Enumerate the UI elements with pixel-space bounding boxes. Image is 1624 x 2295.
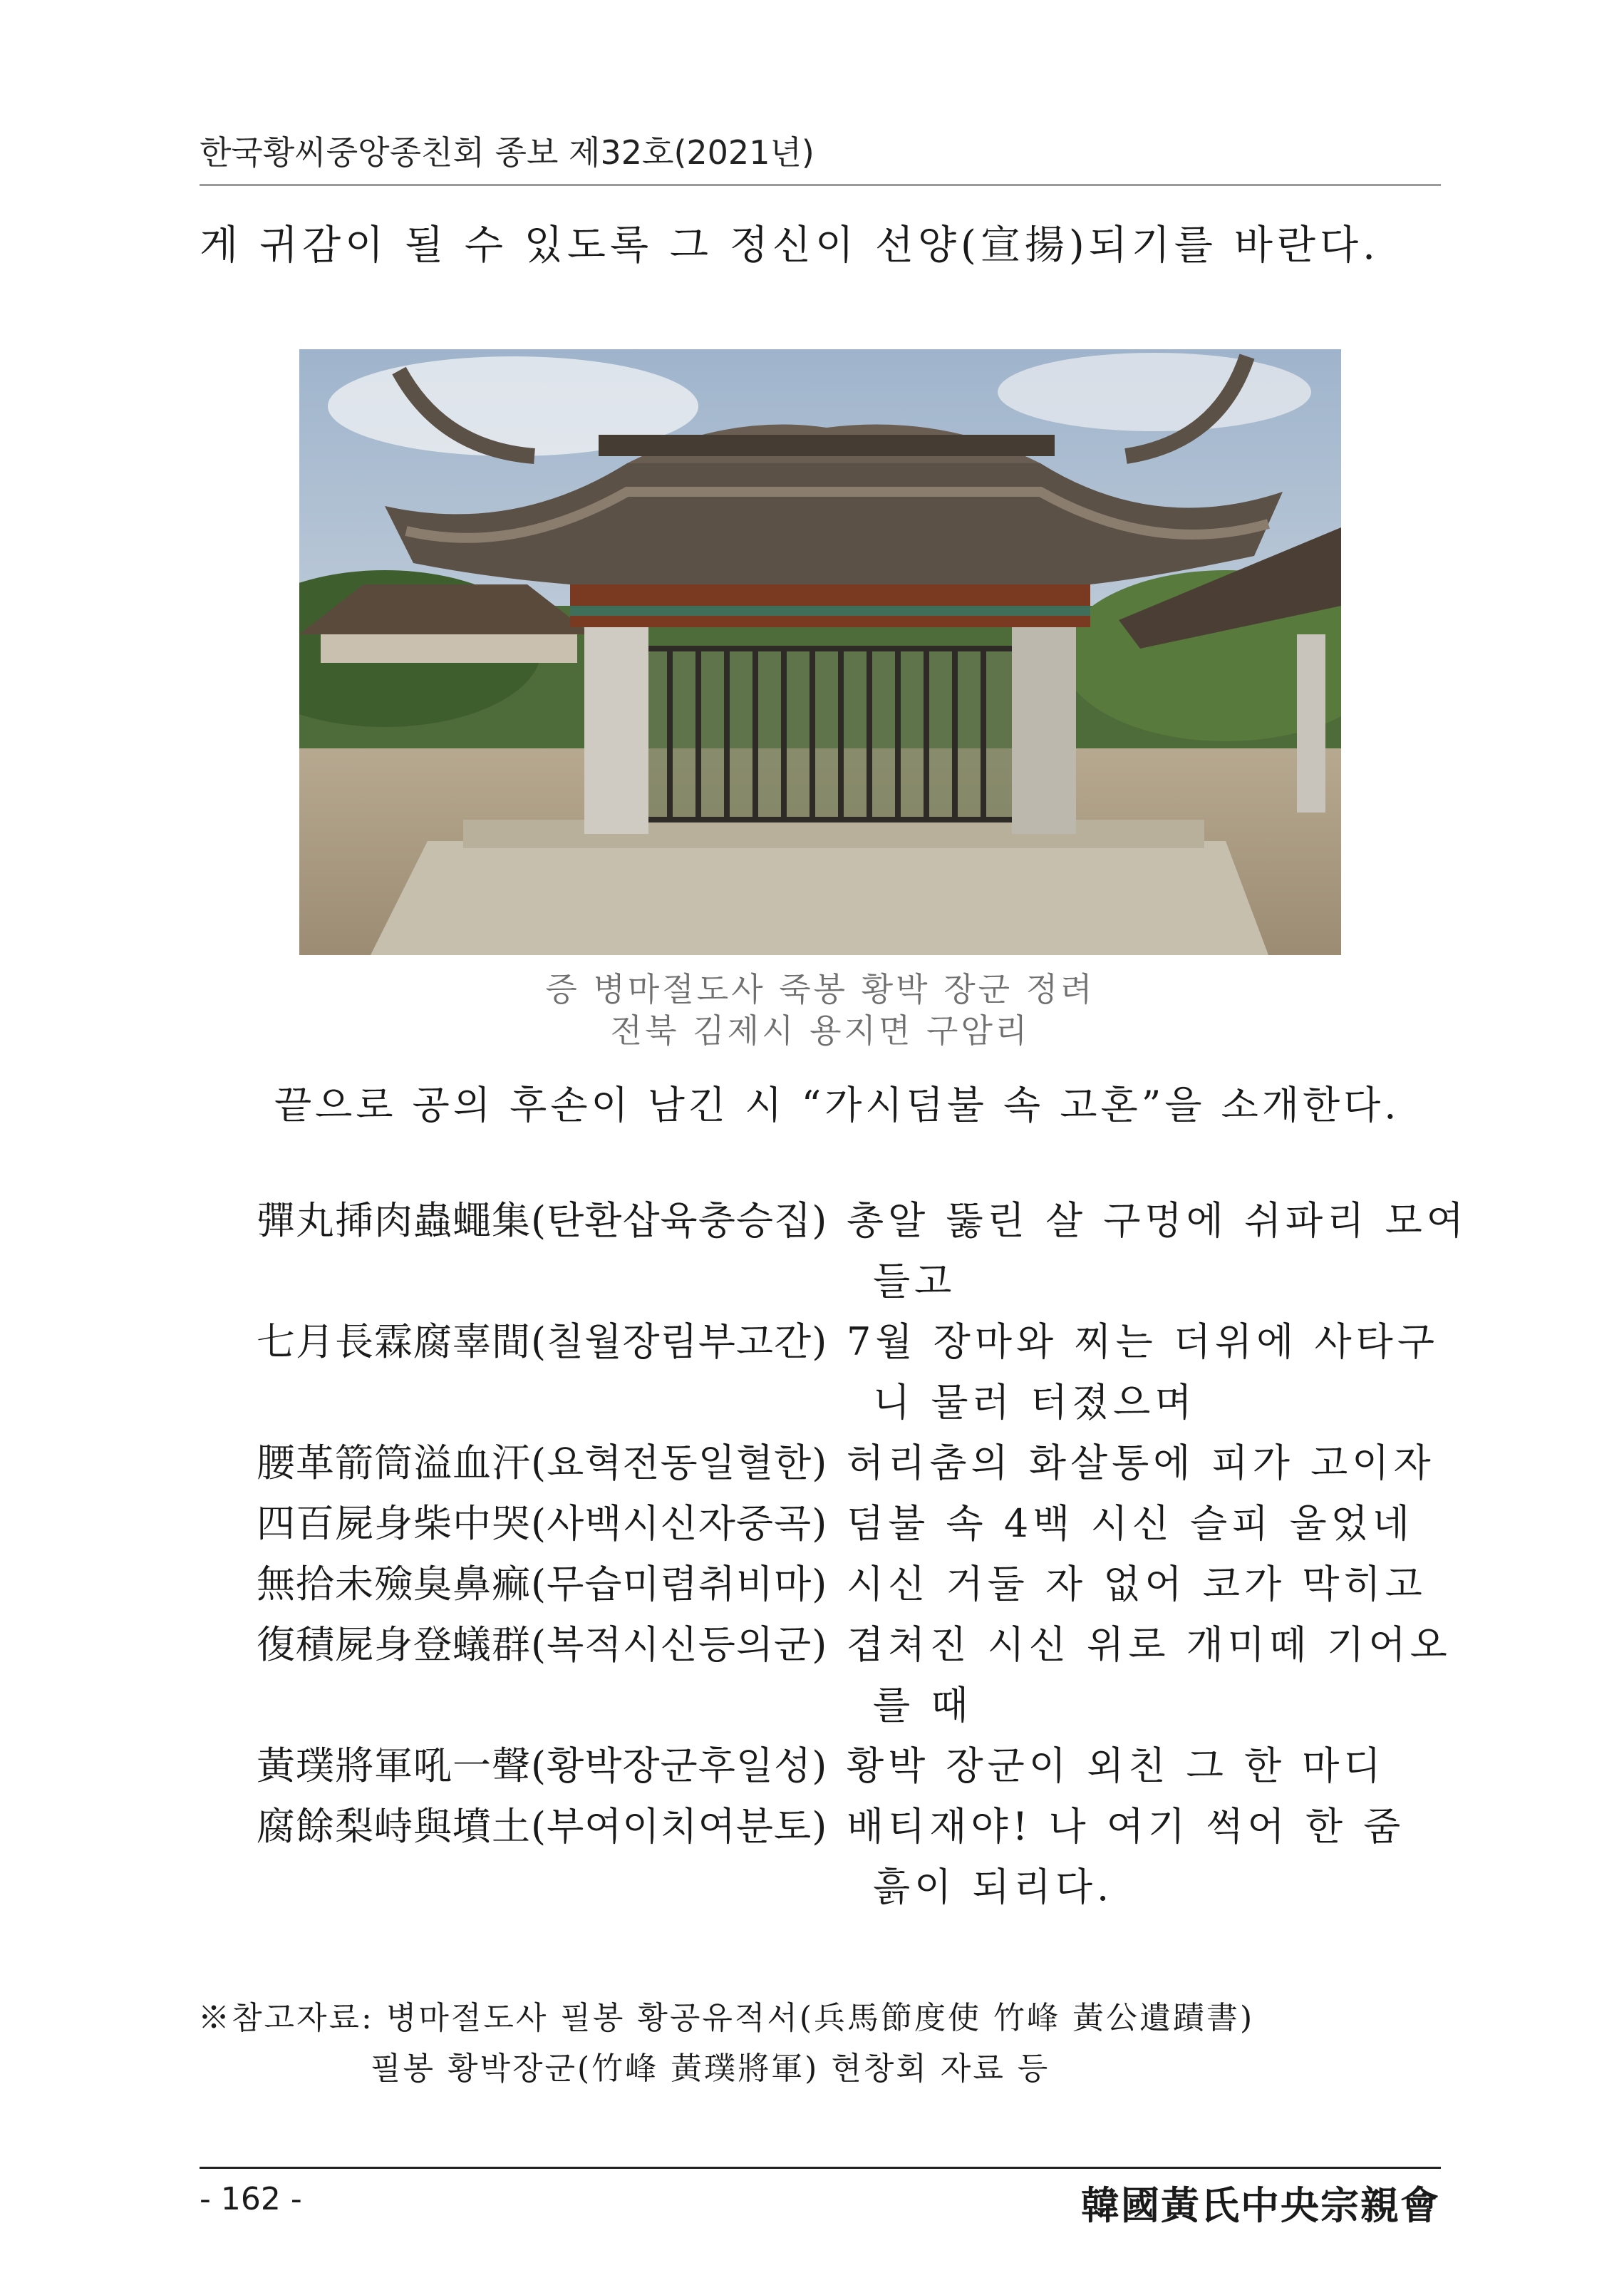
reference-note-continued: 필봉 황박장군(竹峰 黃璞將軍) 현창회 자료 등	[371, 2051, 1050, 2087]
poem-line-continuation: 니 물러 터졌으며	[873, 1380, 1196, 1425]
poem-line-translation: 덤불 속 4백 시신 슬피 울었네	[847, 1501, 1414, 1546]
shrine-photo	[299, 349, 1341, 955]
running-header: 한국황씨중앙종친회 종보 제32호(2021년)	[200, 133, 814, 172]
poem-line-original: 黃璞將軍吼一聲(황박장군후일성)	[257, 1743, 828, 1788]
poem-line-translation: 7월 장마와 찌는 더위에 사타구	[847, 1319, 1439, 1364]
poem-line-continuation: 흙이 되리다.	[873, 1865, 1114, 1909]
poem-line-translation: 황박 장군이 외친 그 한 마디	[847, 1743, 1385, 1788]
poem-line-translation: 시신 거둘 자 없어 코가 막히고	[847, 1562, 1427, 1606]
poem-line-original: 復積屍身登蟻群(복적시신등의군)	[257, 1622, 828, 1667]
page-number: - 162 -	[200, 2181, 302, 2217]
poem-line-original: 腐餘梨峙與墳土(부여이치여분토)	[257, 1804, 828, 1849]
poem-line-translation: 허리춤의 화살통에 피가 고이자	[847, 1440, 1435, 1485]
poem-introduction: 끝으로 공의 후손이 남긴 시 “가시덤불 속 고혼”을 소개한다.	[274, 1083, 1400, 1128]
poem-line-original: 七月長霖腐辜間(칠월장림부고간)	[257, 1319, 828, 1364]
poem-line-translation: 총알 뚫린 살 구멍에 쉬파리 모여	[847, 1198, 1468, 1243]
footer-divider	[200, 2167, 1441, 2169]
poem-line-original: 四百屍身柴中哭(사백시신자중곡)	[257, 1501, 828, 1546]
poem-line-continuation: 들고	[873, 1259, 956, 1304]
poem-line-original: 腰革箭筒溢血汗(요혁전동일혈한)	[257, 1440, 828, 1485]
poem-line-translation: 배티재야! 나 여기 썩어 한 줌	[847, 1804, 1405, 1849]
reference-note: ※참고자료: 병마절도사 필봉 황공유적서(兵馬節度使 竹峰 黃公遺蹟書)	[198, 2000, 1255, 2036]
organization-name: 韓國黃氏中央宗親會	[1081, 2182, 1440, 2228]
poem-line-continuation: 를 때	[873, 1683, 973, 1728]
intro-paragraph: 게 귀감이 될 수 있도록 그 정신이 선양(宣揚)되기를 바란다.	[200, 222, 1380, 269]
shrine-photo-illustration	[299, 349, 1341, 955]
poem-line-original: 彈丸揷肉蟲蠅集(탄환삽육충승집)	[257, 1198, 828, 1243]
poem-line-translation: 겹쳐진 시신 위로 개미떼 기어오	[847, 1622, 1452, 1667]
header-divider	[200, 184, 1441, 186]
photo-caption-location: 전북 김제시 용지면 구암리	[610, 1011, 1030, 1050]
photo-caption-title: 증 병마절도사 죽봉 황박 장군 정려	[545, 970, 1095, 1009]
poem-line-original: 無拾未殮臭鼻痲(무습미렴취비마)	[257, 1562, 828, 1606]
